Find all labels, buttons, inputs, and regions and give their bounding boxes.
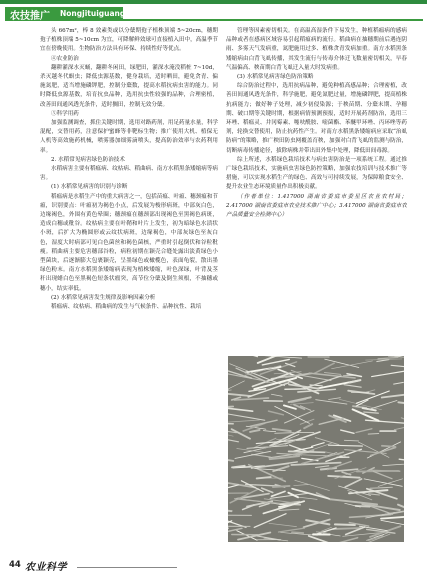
subheading: (3) 水稻常见病害绿色防治策略	[237, 74, 314, 81]
paragraph: 加强监测调查，抓住关键时期，选用对路药剂，用足药量水量，科学混配，交替用药，注意保护蜜蜂等非靶标生物；推广使用大机、植保无人机等高效施药机械，喷雾器加细雾滴喷头，提高防治效率与农药利用率。	[40, 120, 218, 154]
paragraph: 综上所述，水稻绿色栽培技术与病虫害防治是一项系统工程。通过推广绿色栽培技术，实施病虫害绿色防控策略，加强农技培训与技术推广等措施，可以实现水稻生产的绿色、高效与可持续发展，为保障粮食安全、提升农业生态环境质量作出积极贡献。	[226, 156, 407, 191]
magazine-name: 农业科学	[25, 562, 67, 573]
subheading: 2. 水稻常见病害绿色防治技术	[51, 156, 125, 163]
paragraph: 管理等因素密切相关。在高温高湿条件下易发生，种植稻瘟病的感病品种或者在感病区域容易引起稻瘟病的流行。稻曲病在抽穗期前后遇连阴雨、多雾天气发病重，氮肥施用过多、植株贪青发病加重。南方水稻黑条矮缩病由白背飞虱传播，其发生流行与传毒介体迁飞数量密切相关，早春气温偏高、秧苗期白背飞虱迁入量大时发病重。	[226, 28, 407, 71]
straw-stroke	[289, 451, 325, 452]
straw-stroke	[273, 486, 290, 487]
straw-stroke	[335, 524, 355, 525]
rice-field-photo	[228, 356, 404, 542]
author-affiliation: （作者单位：1.417000 湖南省娄底市娄星区农业农村局；2.417000 湖南省娄底市农业技术推广中心；3.417000 湖南省娄底市农产品质量安全检测中心）	[226, 193, 407, 219]
paragraph: 稻瘟病是水稻生产中的重大病害之一，包括苗瘟、叶瘟、穗颈瘟和节瘟，识别要点：叶瘟初为褐色小点，后发展为梭形病斑，中部灰白色，边缘褐色，外围有黄色晕圈；穗颈瘟在穗颈部出现褐色至黑褐色病斑，造成白穗或秕谷。纹枯病主要在叶鞘和叶片上发生，初为暗绿色水渍状小斑，后扩大为椭圆形或云纹状病斑，边缘褐色，中部灰绿色至灰白色，湿度大时病部可见白色菌丝和褐色菌核，严重时引起倒伏和谷粒秕瘦。稻曲病主要危害穗部谷粒，病粒初期在颖壳合缝处露出淡黄绿色小型菌块，后逐渐膨大包裹颖壳，呈墨绿色或橄榄色，表面龟裂，散出墨绿色粉末。南方水稻黑条矮缩病表现为植株矮缩，叶色深绿，叶背及茎秆出现蜡白色至黑褐色短条状瘤突，高节位分蘖及倒生须根，不抽穗或穗小，结实率低。	[40, 193, 218, 292]
straw-stroke	[257, 477, 271, 478]
subheading: ④农业防治	[51, 55, 79, 62]
straw-stroke	[333, 528, 361, 529]
section-header	[0, 5, 427, 22]
paragraph: 头 667m²，棒 8 效素类或以分蘖期孢子植株顶端 5~20cm，穗期孢子植株顶端 5~10cm 为宜，可降解鲜效球可直接植入田中，高温季节宜在傍晚使用。生物防治方法具有环保、持续性好等优点。	[40, 28, 218, 53]
straw-stroke	[292, 532, 303, 533]
straw-stroke	[382, 446, 396, 447]
paragraph: 水稻病害主要有稻瘟病、纹枯病、稻曲病、南方水稻黑条矮缩病等病害。	[40, 166, 218, 182]
page-number: 44	[9, 560, 21, 570]
right-text-column	[226, 27, 407, 350]
top-accent-rule	[0, 0, 427, 4]
straw-stroke	[344, 440, 358, 441]
rice-stubble-image	[228, 356, 404, 542]
header-rule	[123, 19, 423, 21]
section-title-en: Nongjituiguang	[60, 9, 126, 18]
subheading: (2) 水稻常见病害发生规律及影响因素分析	[51, 294, 156, 301]
subheading: ⑤科学用药	[51, 110, 79, 117]
paragraph: 综合防治过程中，选用抗病品种，避免种植高感品种；合理密植，改善田间通风透光条件，科学施肥，避免氮肥过量，增施磷钾肥，提高植株抗病能力；做好种子处理，减少初侵染源；于秧苗期、分蘖末期、孕穗期、破口期等关键时期，根据病情预测预报，适时开展药剂防治，选用三环唑、稻瘟灵、井冈霉素、噻呋酰胺、嘧菌酯、苯醚甲环唑、丙环唑等药剂，轮换交替使用，防止抗药性产生。对南方水稻黑条矮缩病应采取“治虱防病”的策略，推广秧田防虫网覆盖育秧，加强对白背飞虱的监测与防治，切断病毒传播途径，拔除病株并带出田外集中处理，降低田间毒源。	[226, 83, 407, 154]
straw-stroke	[357, 471, 399, 472]
subheading: (1) 水稻常见病害的识别与诊断	[51, 184, 128, 191]
left-text-column	[40, 27, 218, 552]
paragraph: 稻瘟病、纹枯病、稻曲病的发生与气候条件、品种抗性、栽培	[51, 304, 202, 311]
footer-rule	[77, 567, 177, 568]
page-footer	[0, 557, 427, 575]
paragraph: 翻耕灌深水灭蛹，翻耕冬闲田，绿肥田，灌深水淹没稻桩 7~10d，杀灭越冬代螟虫；降低虫源基数，健身栽培，适时晒田，避免贪青、偏施氮肥，适当增施磷钾肥，控制分蘖数，提高水稻抗病虫害的能力。同时降低虫源基数，培育抗虫品种，选用抗虫性较强的品种，合理密植，改善田间通风透光条件，适时搁田，控制无效分蘖。	[40, 64, 218, 108]
section-title-cn: 农技推广	[10, 11, 50, 22]
